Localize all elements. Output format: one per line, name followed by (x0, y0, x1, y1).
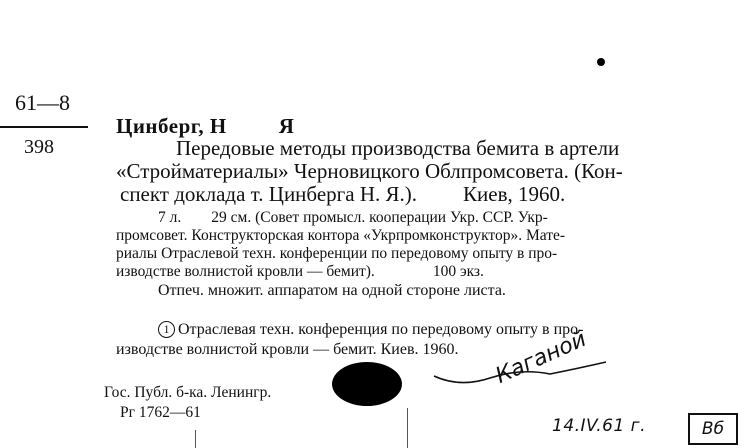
margin-line (195, 430, 196, 448)
shelf-mark-rule (0, 126, 88, 128)
tracing-line: изводстве волнистой кровли — бемит. Киев. 1960. (116, 341, 459, 358)
reproduction-note: Отпеч. множит. аппаратом на одной стороне листа. (158, 282, 506, 299)
city-year: Киев, 1960. (463, 182, 566, 206)
publisher: (Совет промысл. кооперации Укр. ССР. Укр- (255, 209, 548, 226)
tracing-text: Отраслевая техн. конференция по передовому опыту в про- (178, 321, 584, 338)
collation-line (116, 209, 565, 227)
shelf-mark-top: 61—8 (15, 90, 70, 115)
title-line: Передовые методы производства бемита в артели (176, 136, 620, 160)
collation-line (116, 263, 565, 281)
collation-line-text: изводстве волнистой кровли — бемит). (116, 263, 375, 280)
title-line-end: спект доклада т. Цинберга Н. Я.). (120, 182, 417, 206)
printer-line: Рг 1762—61 (120, 404, 201, 421)
collation-line: промсовет. Конструкторская контора «Укрпромконструктор». Мате- (116, 227, 566, 244)
print-run: 100 экз. (432, 263, 484, 280)
handwritten-boxed-mark: Вб (688, 413, 738, 445)
collation-block (116, 209, 565, 281)
author-surname: Цинберг, Н (116, 114, 227, 138)
author-initial: Я (278, 114, 295, 138)
pages: 7 л. (158, 209, 182, 226)
handwritten-signature: Каганой (492, 326, 591, 389)
ink-dot (597, 58, 605, 66)
title-line: «Стройматериалы» Черновицкого Облпромсовета. (Кон- (116, 159, 623, 183)
tracing-number: 1 (158, 321, 175, 338)
printer-line: Гос. Публ. б-ка. Ленингр. (104, 384, 272, 401)
printer-block (104, 383, 271, 423)
shelf-mark-bottom: 398 (24, 136, 54, 158)
tracing-line (116, 320, 583, 340)
margin-line (407, 408, 408, 448)
title-line (116, 183, 623, 206)
title-block (116, 137, 623, 206)
size: 29 см. (211, 209, 252, 226)
handwritten-date: 14.IV.61 г. (552, 416, 647, 436)
ink-blot (332, 362, 402, 406)
collation-line: риалы Отраслевой техн. конференции по передовому опыту в про- (116, 245, 558, 262)
